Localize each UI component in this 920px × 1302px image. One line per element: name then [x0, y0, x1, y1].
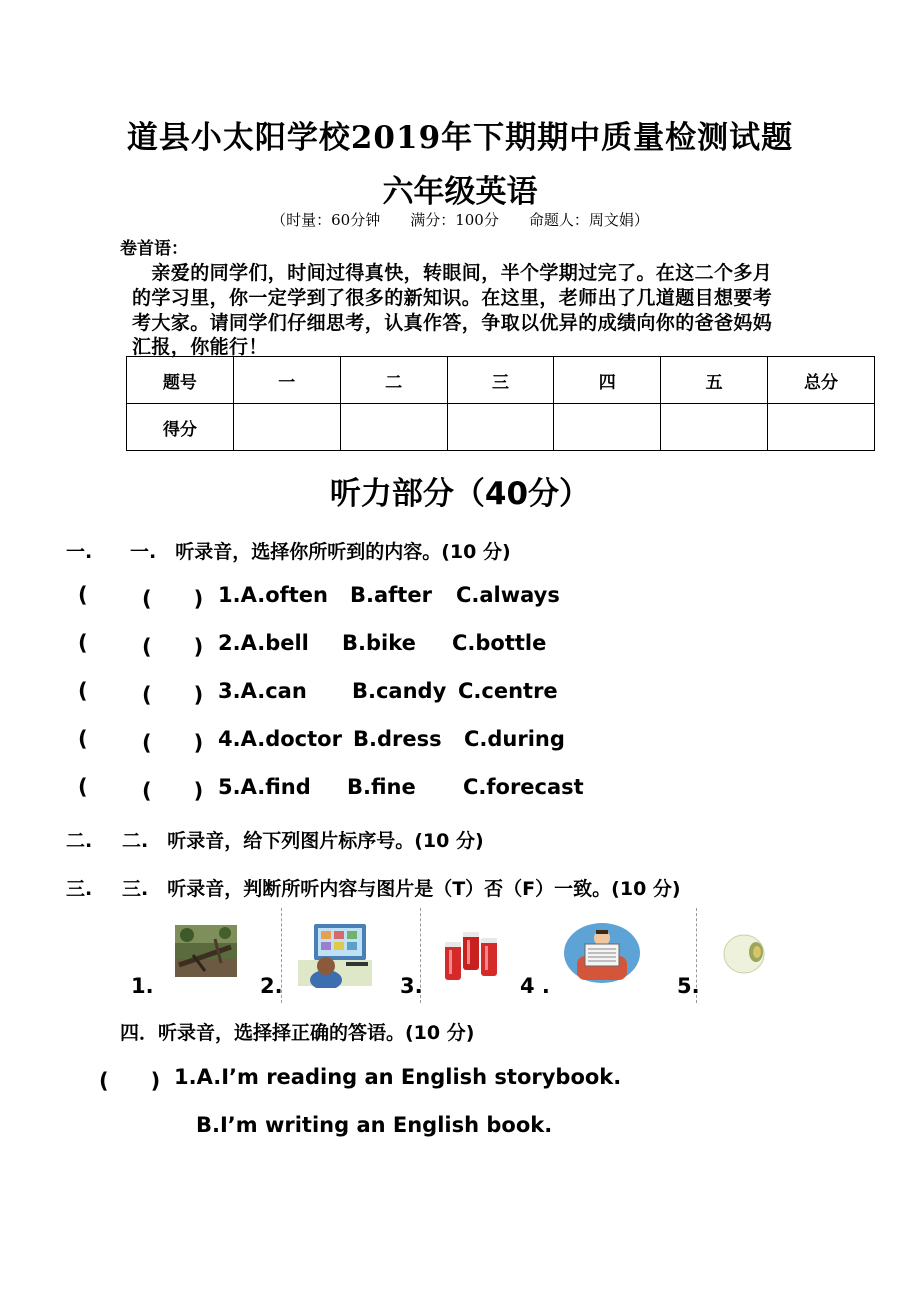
score-input-cell[interactable]	[447, 404, 554, 451]
option-b: B.candy	[352, 679, 447, 703]
score-table-header-row	[127, 357, 875, 404]
option-b: B.fine	[347, 775, 416, 799]
exam-info: （时量：60分钟 满分：100分 命题人：周文娟）	[271, 211, 649, 229]
answer-blank[interactable]: ( )	[142, 587, 204, 611]
answer-blank[interactable]: ( )	[142, 779, 204, 803]
option-a: 4.A.doctor	[218, 727, 342, 751]
option-a: 5.A.find	[218, 775, 311, 799]
section1-title: 一. 听录音，选择你所听到的内容。(10 分)	[130, 541, 511, 563]
answer-blank[interactable]: ( )	[99, 1069, 161, 1093]
section2-number: 二.	[66, 830, 93, 852]
score-header-cell: 四	[554, 357, 661, 404]
round-object-picture	[722, 932, 770, 976]
forest-picture	[175, 925, 237, 977]
option-c: C.always	[456, 583, 560, 607]
section3-number: 三.	[66, 878, 93, 900]
preface-line-1: 亲爱的同学们，时间过得真快，转眼间，半个学期过完了。在这二个多月	[132, 262, 773, 284]
score-header-cell: 总分	[768, 357, 875, 404]
score-row-label: 得分	[127, 404, 234, 451]
option-b: B.I’m writing an English book.	[196, 1113, 553, 1137]
option-a: 1.A.I’m reading an English storybook.	[174, 1065, 622, 1089]
answer-paren: (	[78, 727, 88, 751]
answer-paren: (	[78, 679, 88, 703]
section4-title: 四．听录音，选择择正确的答语。(10 分)	[120, 1022, 475, 1044]
option-a: 3.A.can	[218, 679, 307, 703]
score-input-cell[interactable]	[554, 404, 661, 451]
score-input-cell[interactable]	[233, 404, 340, 451]
option-a: 2.A.bell	[218, 631, 309, 655]
answer-blank[interactable]: ( )	[142, 635, 204, 659]
preface-line-2: 的学习里，你一定学到了很多的新知识。在这里，老师出了几道题目想要考	[132, 287, 773, 309]
score-table	[126, 356, 875, 451]
section1-number: 一.	[66, 541, 93, 563]
option-b: B.after	[350, 583, 432, 607]
computer-picture	[296, 920, 374, 988]
exam-subtitle: 六年级英语	[382, 174, 538, 210]
score-input-cell[interactable]	[768, 404, 875, 451]
answer-paren: (	[78, 631, 88, 655]
answer-paren: (	[78, 775, 88, 799]
option-c: C.bottle	[452, 631, 547, 655]
reading-newspaper-picture	[563, 922, 641, 984]
picture-number: 5.	[677, 974, 700, 998]
section2-title: 二. 听录音，给下列图片标序号。(10 分)	[122, 830, 484, 852]
preface-line-3: 考大家。请同学们仔细思考，认真作答，争取以优异的成绩向你的爸爸妈妈	[132, 312, 773, 334]
score-header-cell: 三	[447, 357, 554, 404]
option-c: C.during	[464, 727, 565, 751]
option-b: B.bike	[342, 631, 416, 655]
preface-label: 卷首语：	[120, 239, 188, 259]
score-input-cell[interactable]	[340, 404, 447, 451]
score-header-cell: 一	[233, 357, 340, 404]
section3-title: 三. 听录音，判断所听内容与图片是（T）否（F）一致。(10 分)	[122, 878, 681, 900]
score-table-score-row	[127, 404, 875, 451]
answer-blank[interactable]: ( )	[142, 683, 204, 707]
option-a: 1.A.often	[218, 583, 329, 607]
picture-number: 1.	[131, 974, 154, 998]
picture-number: 4 .	[520, 974, 550, 998]
preface-line-4: 汇报，你能行！	[132, 336, 268, 358]
answer-paren: (	[78, 583, 88, 607]
score-header-cell: 二	[340, 357, 447, 404]
soda-cans-picture	[443, 928, 499, 984]
exam-title: 道县小太阳学校2019年下期期中质量检测试题	[126, 120, 794, 156]
score-header-cell: 五	[661, 357, 768, 404]
answer-blank[interactable]: ( )	[142, 731, 204, 755]
score-header-cell: 题号	[127, 357, 234, 404]
option-c: C.forecast	[463, 775, 584, 799]
listening-title: 听力部分（40分）	[329, 476, 591, 512]
score-input-cell[interactable]	[661, 404, 768, 451]
option-c: C.centre	[458, 679, 558, 703]
picture-number: 2.	[260, 974, 283, 998]
option-b: B.dress	[353, 727, 442, 751]
picture-number: 3.	[400, 974, 423, 998]
